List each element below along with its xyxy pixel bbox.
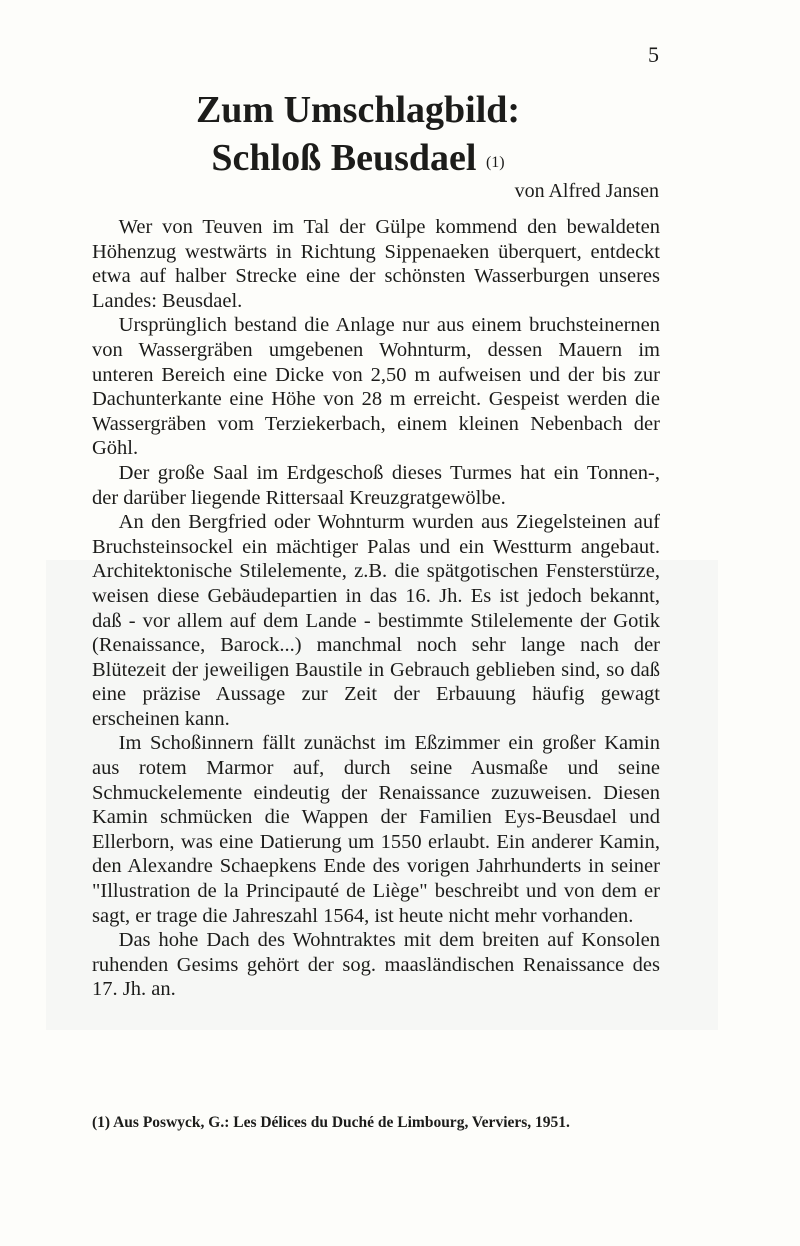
article-body [92,215,660,1002]
title-line-2: Schloß Beusdael [211,137,477,179]
paragraph: Der große Saal im Erdgeschoß dieses Turmes hat ein Tonnen-, der darüber liegende Rittersaal Kreuzgratgewölbe. [92,461,660,509]
paragraph: Das hohe Dach des Wohntraktes mit dem breiten auf Konsolen ruhenden Gesims gehört der sog. maasländischen Renaissance des 17. Jh. an. [92,929,660,1001]
paragraph: Im Schoßinnern fällt zunächst im Eßzimmer ein großer Kamin aus rotem Marmor auf, durch seine Ausmaße und seine Schmuckelemente eindeutig der Renaissance zuzuweisen. Diesen Kamin schmücken die Wappen der Familien Eys-Beusdael und Ellerborn, was eine Datierung um 1550 erlaubt. Ein anderer Kamin, den Alexandre Schaepkens Ende des vorigen Jahrhunderts in seiner "Illustration de la Principauté de Liège" beschreibt und von dem er sagt, er trage die Jahreszahl 1564, ist heute nicht mehr vorhanden. [92,732,660,927]
paragraph: Wer von Teuven im Tal der Gülpe kommend den bewaldeten Höhenzug westwärts in Richtung Sippenaeken überquert, entdeckt etwa auf halber Strecke eine der schönsten Wasserburgen unseres Landes: Beusdael. [92,216,660,312]
author-byline: von Alfred Jansen [514,180,659,202]
article-title [80,86,636,187]
title-line-1: Zum Umschlagbild: [195,89,521,131]
footnote-reference: (1) [485,154,505,171]
paragraph: Ursprünglich bestand die Anlage nur aus einem bruchsteinernen von Wassergräben umgebenen Wohnturm, dessen Mauern im unteren Bereich eine Dicke von 2,50 m aufweisen und der bis zur Dachunterkante eine Höhe von 28 m erreicht. Gespeist werden die Wassergräben vom Terziekerbach, einem kleinen Nebenbach der Göhl. [92,314,660,460]
footnote: (1) Aus Poswyck, G.: Les Délices du Duché de Limbourg, Verviers, 1951. [92,1114,570,1131]
page-number: 5 [648,42,659,67]
paragraph: An den Bergfried oder Wohnturm wurden aus Ziegelsteinen auf Bruchsteinsockel ein mächtiger Palas und ein Westturm angebaut. Architektonische Stilelemente, z.B. die spätgotischen Fensterstürze, weisen diese Gebäudepartien in das 16. Jh. Es ist jedoch bekannt, daß - vor allem auf dem Lande - bestimmte Stilelemente der Gotik (Renaissance, Barock...) manchmal noch sehr lange nach der Blütezeit der jeweiligen Baustile in Gebrauch geblieben sind, so daß eine präzise Aussage zur Zeit der Erbauung häufig gewagt erscheinen kann. [92,511,660,730]
